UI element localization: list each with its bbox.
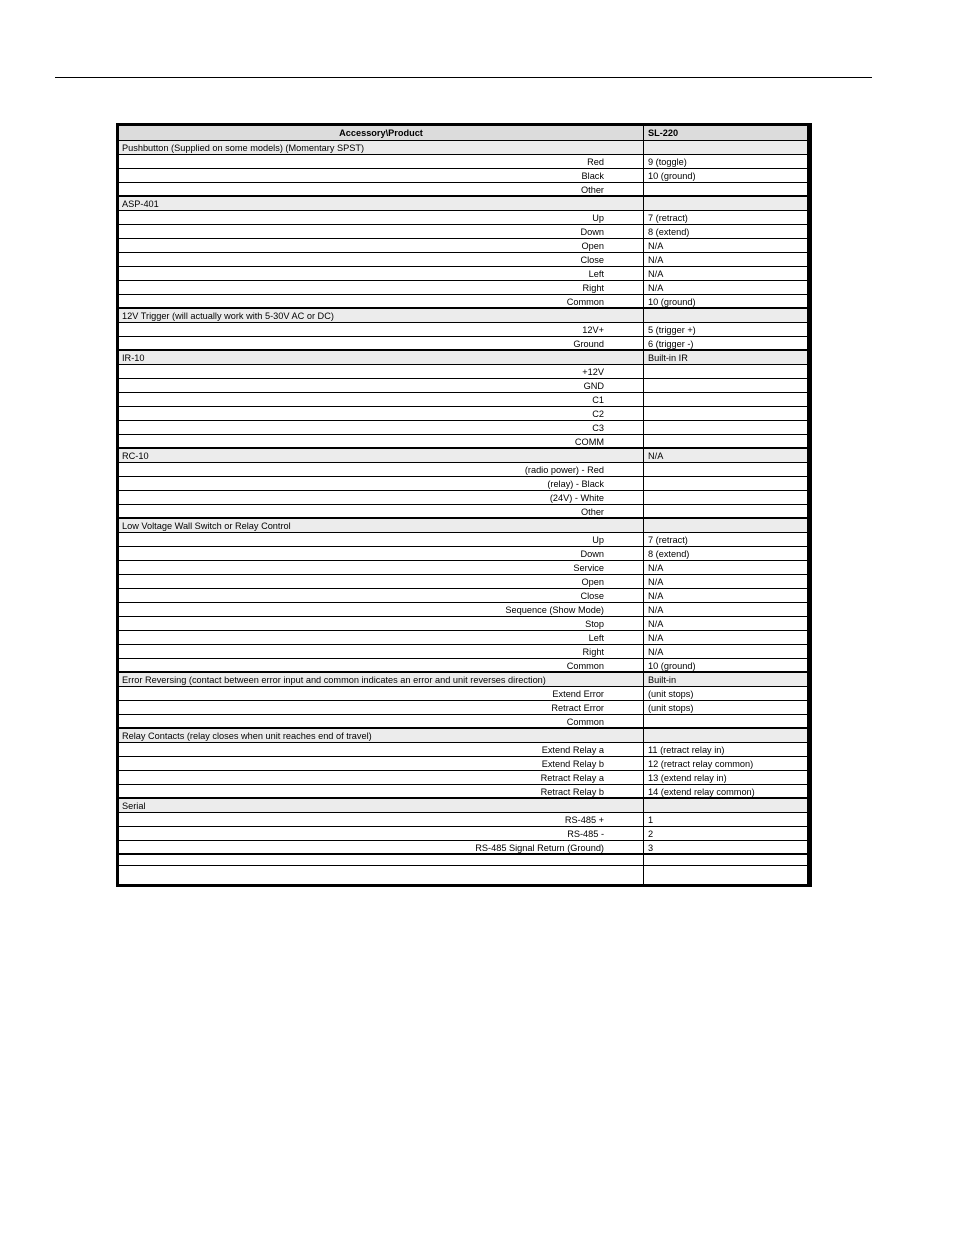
section-value — [645, 799, 809, 812]
item-label: C1 — [592, 395, 604, 405]
item-label: Up — [592, 213, 604, 223]
item-label: Up — [592, 535, 604, 545]
item-value-text: N/A — [648, 241, 664, 251]
section-title: ASP-401 — [122, 199, 159, 209]
table-row — [119, 407, 807, 421]
item-label: C3 — [592, 423, 604, 433]
section-value — [645, 519, 809, 532]
table-row — [119, 491, 807, 505]
item-label: 12V+ — [582, 325, 604, 335]
item-value — [645, 337, 809, 349]
item-label: Ground — [573, 339, 604, 349]
item-label: (24V) - White — [549, 493, 604, 503]
item-value-text — [645, 367, 648, 377]
item-value — [645, 421, 809, 434]
section-value-text — [645, 731, 648, 741]
item-value-text: 7 (retract) — [648, 535, 688, 545]
item-value-text: 2 — [648, 829, 654, 839]
item-label: Stop — [585, 619, 604, 629]
item-value — [645, 225, 809, 238]
table-row — [119, 183, 807, 197]
section-value-text: N/A — [648, 451, 664, 461]
table-row — [119, 687, 807, 701]
item-value-text — [645, 465, 648, 475]
item-label: Close — [580, 255, 604, 265]
table-row — [119, 477, 807, 491]
section-row — [119, 799, 807, 813]
item-label: Retract Error — [551, 703, 604, 713]
item-label: Open — [581, 241, 604, 251]
table-row — [119, 757, 807, 771]
item-value-text — [645, 409, 648, 419]
item-label: Down — [580, 549, 604, 559]
section-row — [119, 141, 807, 155]
table-row — [119, 617, 807, 631]
item-value-text: 7 (retract) — [648, 213, 688, 223]
section-title: Serial — [122, 801, 146, 811]
section-value — [645, 197, 809, 210]
item-value — [645, 435, 809, 447]
item-label: Extend Relay a — [541, 745, 604, 755]
item-value-text: 13 (extend relay in) — [648, 773, 727, 783]
table-row — [119, 267, 807, 281]
table-row — [119, 505, 807, 519]
header-accessory-product: Accessory\Product — [339, 128, 423, 138]
section-value — [645, 309, 809, 322]
table-row — [119, 365, 807, 379]
item-value — [645, 477, 809, 490]
section-row — [119, 673, 807, 687]
table-row — [119, 771, 807, 785]
section-title: Low Voltage Wall Switch or Relay Control — [122, 521, 291, 531]
item-label: Close — [580, 591, 604, 601]
table-row — [119, 337, 807, 351]
section-row — [119, 197, 807, 211]
item-value-text — [645, 507, 648, 517]
section-value-text — [645, 143, 648, 153]
item-value — [645, 295, 809, 307]
table-row — [119, 211, 807, 225]
table-row — [119, 393, 807, 407]
item-value — [645, 701, 809, 714]
section-value — [645, 673, 809, 686]
section-row — [119, 351, 807, 365]
item-value — [645, 323, 809, 336]
item-label: Open — [581, 577, 604, 587]
item-value-text: N/A — [648, 605, 664, 615]
item-value — [645, 183, 809, 195]
table-row — [119, 169, 807, 183]
item-value-text: N/A — [648, 269, 664, 279]
table-row — [119, 463, 807, 477]
item-label: RS-485 - — [567, 829, 604, 839]
item-label: Sequence (Show Mode) — [505, 605, 604, 615]
item-label: Common — [566, 717, 604, 727]
section-title: RC-10 — [122, 451, 149, 461]
item-label: GND — [583, 381, 604, 391]
item-value-text: 5 (trigger +) — [648, 325, 696, 335]
section-title: Relay Contacts (relay closes when unit reaches end of travel) — [122, 731, 372, 741]
table-row — [119, 561, 807, 575]
item-value-text — [645, 437, 648, 447]
section-value-text: Built-in IR — [648, 353, 688, 363]
item-label: Other — [581, 185, 604, 195]
table-row — [119, 533, 807, 547]
item-label: Common — [566, 661, 604, 671]
item-value-text: 8 (extend) — [648, 549, 690, 559]
item-value-text: N/A — [648, 591, 664, 601]
table-row — [119, 841, 807, 855]
header-sl-220: SL-220 — [648, 128, 679, 138]
item-value — [645, 687, 809, 700]
section-title: Error Reversing (contact between error input and common indicates an error and unit reverses direction) — [122, 675, 546, 685]
item-value — [645, 491, 809, 504]
item-label: (relay) - Black — [547, 479, 604, 489]
item-value-text — [645, 717, 648, 727]
item-value-text: (unit stops) — [648, 703, 694, 713]
item-value — [645, 211, 809, 224]
wiring-table — [116, 123, 809, 887]
item-value-text — [645, 493, 648, 503]
item-label: Extend Error — [552, 689, 604, 699]
item-label: Black — [581, 171, 604, 181]
item-value-text: N/A — [648, 647, 664, 657]
table-row — [119, 701, 807, 715]
table-row — [119, 659, 807, 673]
item-label: C2 — [592, 409, 604, 419]
item-value — [645, 743, 809, 756]
item-value-text — [645, 479, 648, 489]
item-value-text: 3 — [648, 843, 654, 853]
section-title: Pushbutton (Supplied on some models) (Momentary SPST) — [122, 143, 365, 153]
table-row — [119, 715, 807, 729]
item-value — [645, 463, 809, 476]
item-value-text: 10 (ground) — [648, 297, 696, 307]
item-value — [645, 631, 809, 644]
item-value — [645, 379, 809, 392]
item-value-text: 9 (toggle) — [648, 157, 687, 167]
section-row — [119, 519, 807, 533]
table-row — [119, 421, 807, 435]
section-value — [645, 729, 809, 742]
item-label: Right — [582, 647, 604, 657]
item-value-text: 12 (retract relay common) — [648, 759, 754, 769]
item-value — [645, 589, 809, 602]
item-value — [645, 603, 809, 616]
item-value — [645, 533, 809, 546]
table-row — [119, 547, 807, 561]
item-value-text: N/A — [648, 563, 664, 573]
item-value — [645, 771, 809, 784]
item-value — [645, 267, 809, 280]
table-row — [119, 575, 807, 589]
table-row — [119, 603, 807, 617]
item-value-text — [645, 395, 648, 405]
section-value — [645, 449, 809, 462]
item-label: Red — [587, 157, 604, 167]
item-value — [645, 281, 809, 294]
table-body — [119, 141, 807, 855]
table-row — [119, 589, 807, 603]
item-value-text — [645, 381, 648, 391]
section-value-text — [645, 311, 648, 321]
item-label: RS-485 Signal Return (Ground) — [475, 843, 604, 853]
item-label: RS-485 + — [564, 815, 604, 825]
item-value-text: N/A — [648, 283, 664, 293]
section-value-text — [645, 521, 648, 531]
table-row — [119, 239, 807, 253]
item-value-text: 1 — [648, 815, 654, 825]
item-value-text: 8 (extend) — [648, 227, 690, 237]
item-label: +12V — [582, 367, 604, 377]
table-row — [119, 645, 807, 659]
item-value-text: N/A — [648, 577, 664, 587]
item-value — [645, 813, 809, 826]
item-value — [645, 561, 809, 574]
section-title: 12V Trigger (will actually work with 5-30V AC or DC) — [122, 311, 334, 321]
item-value-text: N/A — [648, 633, 664, 643]
table-header-row — [119, 126, 807, 141]
item-value — [645, 169, 809, 182]
item-value-text: 11 (retract relay in) — [648, 745, 725, 755]
item-value-text: 10 (ground) — [648, 171, 696, 181]
item-value — [645, 393, 809, 406]
page-header-rule — [55, 77, 872, 78]
table-blank-row — [119, 855, 807, 866]
item-value-text: (unit stops) — [648, 689, 694, 699]
table-row — [119, 281, 807, 295]
item-label: (radio power) - Red — [524, 465, 604, 475]
item-value-text: N/A — [648, 619, 664, 629]
item-value-text: 14 (extend relay common) — [648, 787, 755, 797]
table-row — [119, 813, 807, 827]
item-label: Common — [566, 297, 604, 307]
item-value — [645, 407, 809, 420]
item-value — [645, 547, 809, 560]
item-value — [645, 365, 809, 378]
item-value-text: 6 (trigger -) — [648, 339, 694, 349]
table-row — [119, 253, 807, 267]
item-label: Service — [573, 563, 604, 573]
item-label: Retract Relay b — [540, 787, 604, 797]
item-value — [645, 155, 809, 168]
section-row — [119, 449, 807, 463]
item-label: Down — [580, 227, 604, 237]
item-value — [645, 239, 809, 252]
item-value — [645, 575, 809, 588]
item-label: Extend Relay b — [541, 759, 604, 769]
item-value-text — [645, 423, 648, 433]
item-value — [645, 645, 809, 658]
item-value-text — [645, 185, 648, 195]
item-label: COMM — [574, 437, 604, 447]
table-row — [119, 743, 807, 757]
table-row — [119, 323, 807, 337]
item-value — [645, 505, 809, 517]
table-row — [119, 225, 807, 239]
item-label: Left — [588, 269, 604, 279]
table-row — [119, 435, 807, 449]
item-value — [645, 757, 809, 770]
section-value — [645, 141, 809, 154]
item-label: Other — [581, 507, 604, 517]
table-row — [119, 631, 807, 645]
section-row — [119, 729, 807, 743]
section-value-text: Built-in — [648, 675, 677, 685]
table-row — [119, 827, 807, 841]
item-value — [645, 659, 809, 671]
section-title: IR-10 — [122, 353, 145, 363]
table-row — [119, 155, 807, 169]
table-row — [119, 379, 807, 393]
table-row — [119, 295, 807, 309]
item-value — [645, 617, 809, 630]
item-value — [645, 841, 809, 853]
section-value-text — [645, 199, 648, 209]
item-value — [645, 253, 809, 266]
table-row — [119, 785, 807, 799]
section-row — [119, 309, 807, 323]
item-value-text: 10 (ground) — [648, 661, 696, 671]
item-value — [645, 785, 809, 797]
item-label: Left — [588, 633, 604, 643]
table-blank-row — [119, 866, 807, 877]
section-value — [645, 351, 809, 364]
section-value-text — [645, 801, 648, 811]
item-label: Retract Relay a — [540, 773, 604, 783]
item-value — [645, 715, 809, 727]
item-label: Right — [582, 283, 604, 293]
item-value — [645, 827, 809, 840]
item-value-text: N/A — [648, 255, 664, 265]
